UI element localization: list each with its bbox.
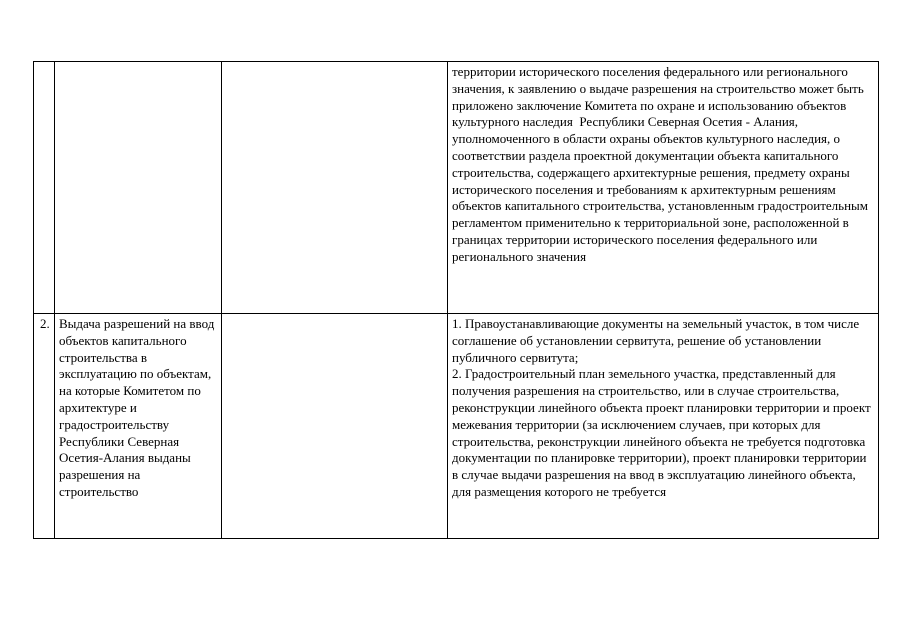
documents-cell (448, 62, 879, 314)
services-table (33, 61, 879, 539)
row-number-cell (34, 314, 55, 539)
table-row (34, 62, 879, 314)
row-number: 2. (40, 316, 50, 331)
documents-cell (448, 314, 879, 539)
table-row (34, 314, 879, 539)
middle-cell (222, 314, 448, 539)
documents-text: территории исторического поселения федерального или регионального значения, к заявлению о выдаче разрешения на строительство может быть приложено заключение Комитета по охране и использованию объектов культурного наследия Республики Северная Осетия - Алания, уполномоченного в области охраны объектов культурного наследия, о соответствии раздела проектной документации объекта капитального строительства, содержащего архитектурные решения, предмету охраны исторического поселения и требованиям к архитектурным решениям объектов капитального строительства, установленным градостроительным регламентом применительно к территориальной зоне, расположенной в границах территории исторического поселения федерального или регионального значения (452, 64, 872, 264)
service-name-cell (55, 314, 222, 539)
service-name: Выдача разрешений на ввод объектов капитального строительства в эксплуатацию по объектам, на которые Комитетом по архитектуре и градостроительству Республики Северная Осетия-Алания выданы разрешения на строительство (59, 316, 218, 499)
row-number-cell (34, 62, 55, 314)
middle-cell (222, 62, 448, 314)
service-name-cell (55, 62, 222, 314)
documents-text: 1. Правоустанавливающие документы на земельный участок, в том числе соглашение об установлении сервитута, решение об установлении публичного сервитута; 2. Градостроительный план земельного участка, представленный для получения разрешения на строительство, или в случае строительства, реконструкции линейного объекта проект планировки территории и проект межевания территории (за исключением случаев, при которых для строительства, реконструкции линейного объекта не требуется подготовка документации по планировке территории), проект планировки территории в случае выдачи разрешения на ввод в эксплуатацию линейного объекта, для размещения которого не требуется (452, 316, 871, 499)
